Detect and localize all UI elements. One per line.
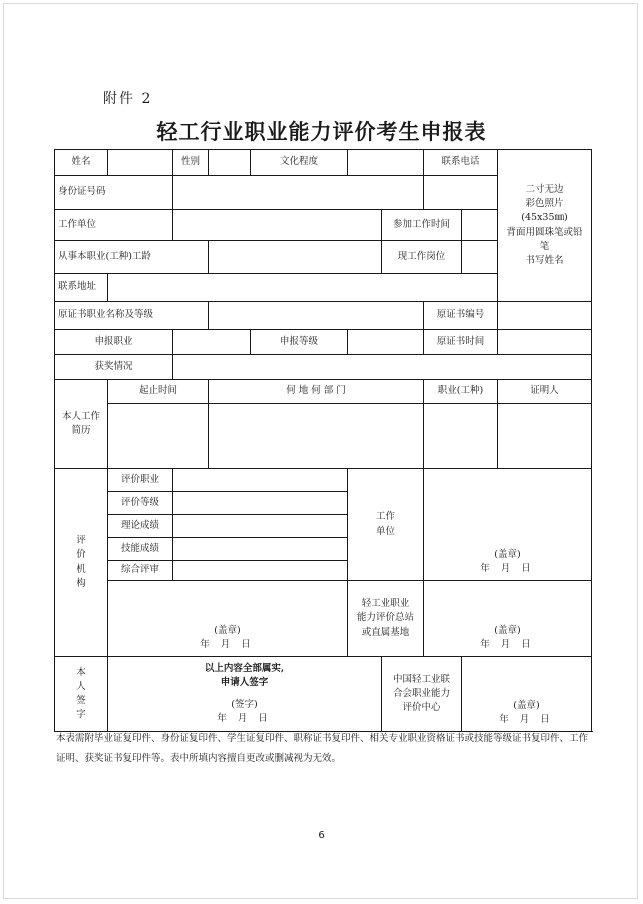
orig-cert-name-level-label: 原证书职业名称及等级 [55,302,209,330]
start-work-date-field[interactable] [462,210,498,241]
federation-date: 年 月 日 [499,713,554,725]
federation-line1: 中国轻工业联 [392,673,450,685]
photo-text-1: 二寸无边 [525,183,564,195]
declaration-text: 以上内容全部属实, [204,662,285,674]
id-number-field[interactable] [173,176,424,210]
eval-skill-field[interactable] [173,538,348,561]
eval-unit-seal: (盖章) [494,548,521,560]
eval-item-level: 评价等级 [108,492,173,515]
eval-org-char: 构 [76,577,86,589]
orig-cert-name-level-field[interactable] [209,302,424,330]
eval-org-seal-cell [108,581,348,657]
photo-text-5: 笔 [539,240,550,252]
resume-witness-header: 证明人 [498,380,592,404]
eval-item-skill: 技能成绩 [108,538,173,561]
orig-cert-date-field[interactable] [498,330,592,355]
awards-label: 获奖情况 [55,355,173,380]
eval-org-char: 评 [76,535,86,546]
eval-center-line3: 或直属基地 [361,626,410,638]
id-number-label: 身份证号码 [55,176,173,210]
eval-unit-label [348,469,424,581]
applicant-signature-cell[interactable] [108,657,382,732]
address-field[interactable] [108,274,498,302]
years-in-trade-label: 从事本职业(工种)工龄 [55,241,209,274]
phone-label: 联系电话 [424,150,498,176]
education-label: 文化程度 [251,150,348,176]
apply-level-label: 申报等级 [251,330,348,355]
eval-org-date: 年 月 日 [200,638,255,650]
eval-center-seal-cell [424,581,592,657]
orig-cert-date-label: 原证书时间 [424,330,498,355]
eval-center-seal: (盖章) [494,624,521,636]
federation-seal-cell [462,657,592,732]
photo-text-3: (45x35㎜) [521,212,568,224]
federation-line3: 评价中心 [402,702,441,714]
eval-item-trade: 评价职业 [108,469,173,492]
awards-field[interactable] [173,355,592,380]
eval-item-theory: 理论成绩 [108,515,173,538]
eval-review-field[interactable] [173,561,348,581]
eval-center-line1: 轻工业职业 [361,598,410,610]
photo-text-6: 书写姓名 [525,255,564,266]
current-post-field[interactable] [462,241,498,274]
eval-center-date: 年 月 日 [480,638,535,650]
page-number: 6 [318,830,325,841]
gender-label: 性别 [173,150,209,176]
signature-char: 人 [76,680,86,692]
signature-char: 字 [76,709,86,721]
resume-witness-field[interactable] [498,404,592,469]
resume-trade-header: 职业(工种) [424,380,498,404]
eval-org-seal: (盖章) [214,624,241,636]
eval-unit-line1: 工作 [375,511,395,523]
federation-line2: 合会职业能力 [392,687,450,699]
eval-level-field[interactable] [173,492,348,515]
orig-cert-no-label: 原证书编号 [424,302,498,330]
eval-org-char: 价 [76,549,86,561]
application-form [54,149,592,732]
phone-field[interactable] [424,176,498,210]
employer-field[interactable] [173,210,382,241]
sign-mark: (签字) [231,699,258,710]
footnote: 本表需附毕业证复印件、身份证复印件、学生证复印件、职称证书复印件、相关专业职业资格证书或技能等级证书复印件、工作证明、获奖证书复印件等。表中所填内容擅自更改或删减视为无效。 [56,733,589,764]
sign-date: 年 月 日 [217,713,272,725]
resume-label-line2: 简历 [71,425,91,436]
address-label: 联系地址 [55,274,108,302]
eval-org-char: 机 [76,563,86,575]
name-field[interactable] [108,150,173,176]
resume-label [55,380,108,469]
federation-label [382,657,462,732]
resume-period-header: 起止时间 [108,380,209,404]
orig-cert-no-field[interactable] [498,302,592,330]
employer-label: 工作单位 [55,210,173,241]
signature-label [55,657,108,732]
eval-trade-field[interactable] [173,469,348,492]
evaluation-org-label [55,469,108,657]
name-label: 姓名 [55,150,108,176]
resume-trade-field[interactable] [424,404,498,469]
apply-trade-label: 申报职业 [55,330,173,355]
eval-unit-date: 年 月 日 [480,562,535,574]
eval-center-label [348,581,424,657]
resume-label-line1: 本人工作 [61,410,100,422]
gender-field[interactable] [209,150,251,176]
photo-box [498,150,592,302]
photo-text-4: 背面用圆珠笔或铅 [506,226,583,238]
federation-seal: (盖章) [513,699,540,711]
applicant-sign-label: 申请人签字 [220,676,269,688]
resume-where-field[interactable] [209,404,424,469]
signature-char: 签 [76,695,86,706]
eval-unit-seal-cell [424,469,592,581]
eval-unit-line2: 单位 [375,525,395,537]
form-title: 轻工行业职业能力评价考生申报表 [156,119,487,144]
photo-text-2: 彩色照片 [525,198,564,209]
start-work-date-label: 参加工作时间 [382,210,462,241]
resume-where-header: 何 地 何 部 门 [209,380,424,404]
eval-item-review: 综合评审 [108,561,173,581]
education-field[interactable] [348,150,424,176]
years-in-trade-field[interactable] [209,241,382,274]
annex-label: 附件 2 [103,91,153,107]
signature-char: 本 [76,666,86,678]
apply-level-field[interactable] [348,330,424,355]
eval-theory-field[interactable] [173,515,348,538]
apply-trade-field[interactable] [173,330,251,355]
resume-period-field[interactable] [108,404,209,469]
current-post-label: 现工作岗位 [382,241,462,274]
eval-center-line2: 能力评价总站 [356,612,414,624]
